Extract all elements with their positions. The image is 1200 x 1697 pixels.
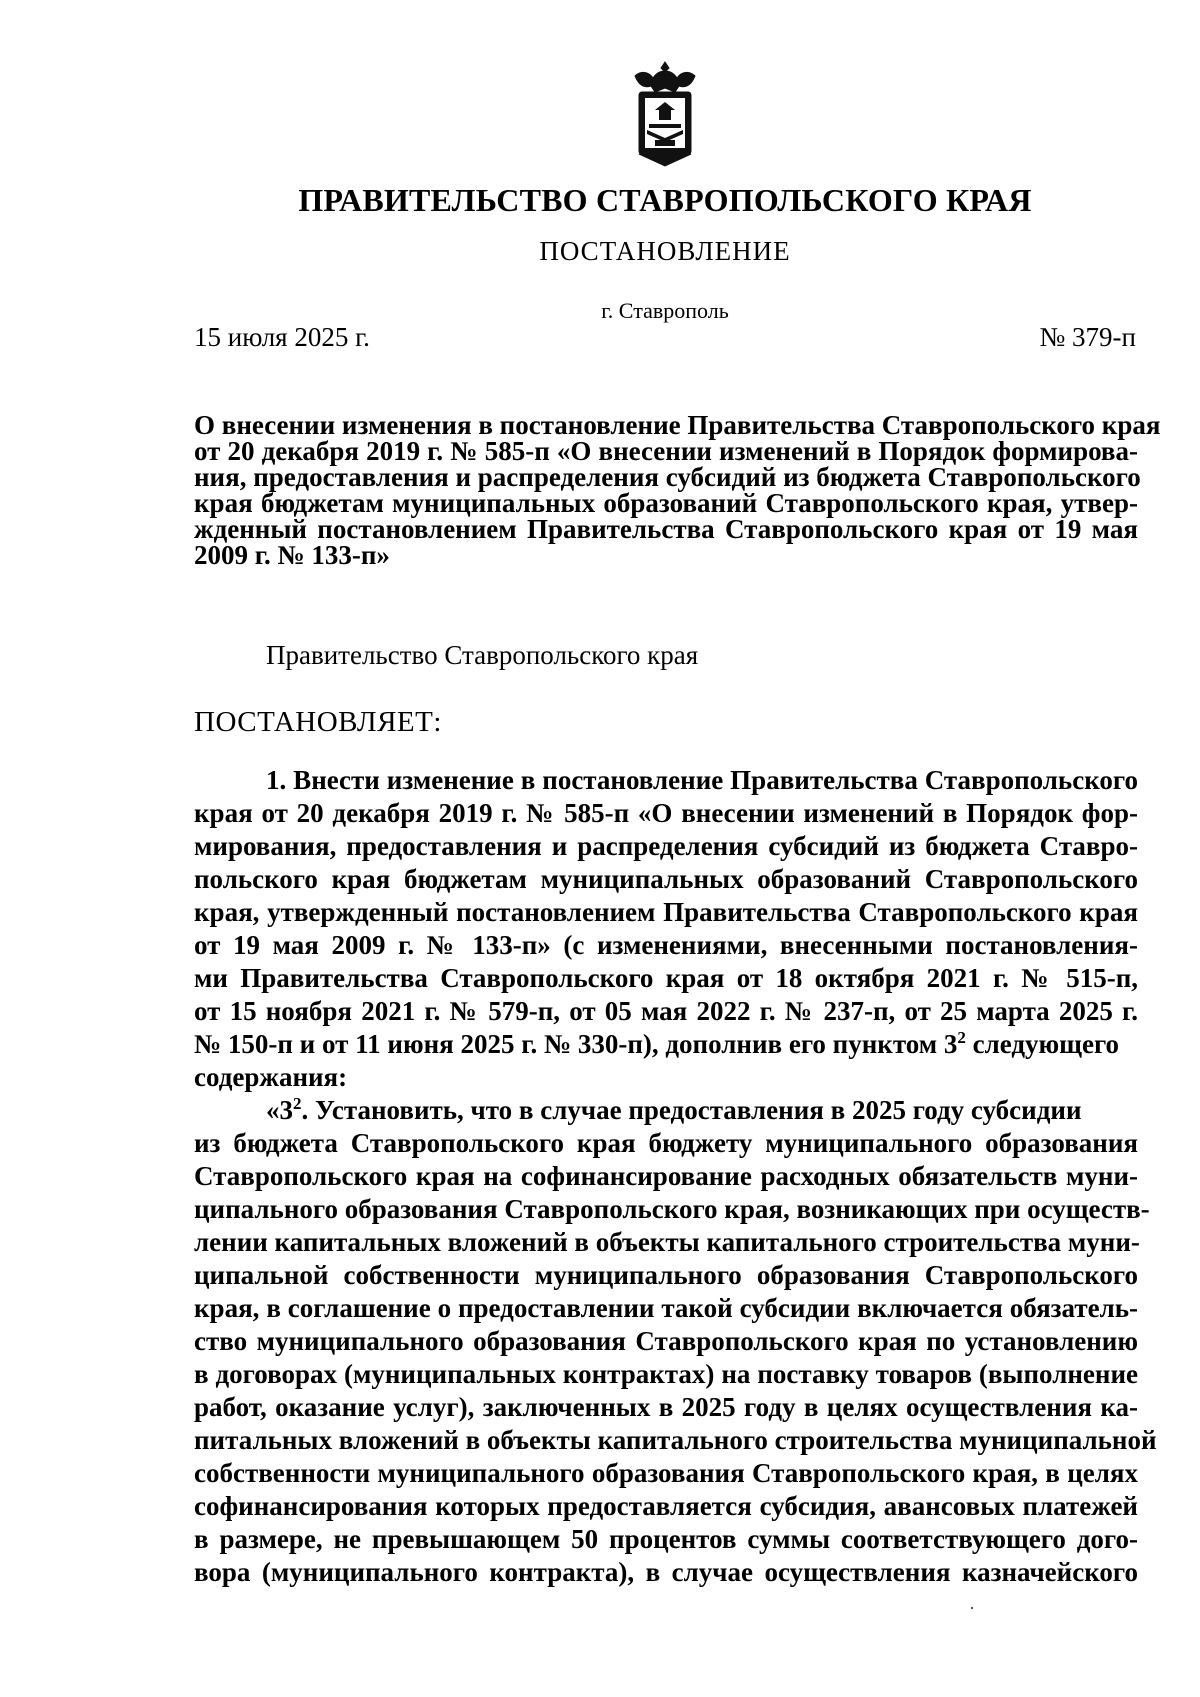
document-subject	[194, 410, 1161, 570]
scan-speck	[971, 1607, 973, 1609]
subject-line: жденный постановлением Правительства Ставропольского края от 19 мая	[194, 514, 1138, 544]
subject-line: О внесении изменения в постановление Правительства Ставропольского края	[194, 410, 1161, 440]
superscript: 2	[293, 1094, 302, 1113]
paragraph-line: края, утвержденный постановлением Правительства Ставропольского края	[194, 897, 1138, 927]
document-date: 15 июля 2025 г.	[194, 322, 370, 352]
paragraph-line: работ, оказание услуг), заключенных в 2025 году в целях осуществления ка-	[194, 1392, 1138, 1422]
paragraph-line: содержания:	[194, 1062, 348, 1092]
paragraph-line: ципальной собственности муниципального образования Ставропольского	[194, 1260, 1138, 1290]
document-number: № 379-п	[1039, 322, 1136, 352]
paragraph-line-text: следующего	[965, 1029, 1120, 1059]
paragraph-line-with-superscript	[194, 1094, 1138, 1127]
decrees-heading: ПОСТАНОВЛЯЕТ:	[194, 706, 442, 738]
paragraph-line-with-superscript	[194, 1028, 1138, 1061]
subject-line: 2009 г. № 133-п»	[194, 540, 390, 570]
document-type: ПОСТАНОВЛЕНИЕ	[539, 236, 791, 266]
paragraph-line: лении капитальных вложений в объекты капитального строительства муни-	[194, 1227, 1140, 1257]
preamble: Правительство Ставропольского края	[266, 640, 699, 670]
paragraph-line: 1. Внести изменение в постановление Правительства Ставропольского	[266, 765, 1138, 795]
subject-line: края бюджетам муниципальных образований Ставропольского края, утвер-	[194, 488, 1138, 518]
paragraph-line: вора (муниципального контракта), в случае осуществления казначейского	[194, 1557, 1138, 1587]
paragraph-line: края, в соглашение о предоставлении такой субсидии включается обязатель-	[194, 1293, 1138, 1323]
city: г. Ставрополь	[601, 298, 729, 323]
coat-of-arms-emblem	[625, 58, 705, 168]
paragraph-line: от 15 ноября 2021 г. № 579-п, от 05 мая 2022 г. № 237-п, от 25 марта 2025 г.	[194, 996, 1138, 1026]
paragraph-line: ми Правительства Ставропольского края от 18 октября 2021 г. № 515-п,	[194, 963, 1138, 993]
paragraph-line: в размере, не превышающем 50 процентов суммы соответствующего дого-	[194, 1524, 1138, 1554]
paragraph-line: в договорах (муниципальных контрактах) на поставку товаров (выполнение	[194, 1359, 1138, 1389]
subject-line: ния, предоставления и распределения субсидий из бюджета Ставропольского	[194, 462, 1141, 492]
paragraph-line: собственности муниципального образования Ставропольского края, в целях	[194, 1458, 1138, 1488]
paragraph-line: мирования, предоставления и распределения субсидий из бюджета Ставро-	[194, 831, 1138, 861]
paragraph-line: края от 20 декабря 2019 г. № 585-п «О внесении изменений в Порядок фор-	[194, 798, 1138, 828]
paragraph-line: софинансирования которых предоставляется субсидия, авансовых платежей	[194, 1491, 1138, 1521]
government-title: ПРАВИТЕЛЬСТВО СТАВРОПОЛЬСКОГО КРАЯ	[298, 182, 1032, 218]
paragraph-line: от 19 мая 2009 г. № 133-п» (с изменениями, внесенными постановления-	[194, 930, 1138, 960]
body-text	[194, 764, 1157, 1589]
superscript: 2	[957, 1028, 966, 1047]
paragraph-line: Ставропольского края на софинансирование расходных обязательств муни-	[194, 1161, 1138, 1191]
paragraph-line: из бюджета Ставропольского края бюджету муниципального образования	[194, 1128, 1138, 1158]
paragraph-line-text: № 150-п и от 11 июня 2025 г. № 330-п), дополнив его пунктом 3	[194, 1029, 958, 1059]
paragraph-line: питальных вложений в объекты капитального строительства муниципальной	[194, 1425, 1157, 1455]
paragraph-line-text: «3	[266, 1095, 293, 1125]
subject-line: от 20 декабря 2019 г. № 585-п «О внесении изменений в Порядок формирова-	[194, 436, 1138, 466]
paragraph-line: ципального образования Ставропольского края, возникающих при осуществ-	[194, 1194, 1150, 1224]
paragraph-line: ство муниципального образования Ставропольского края по установлению	[194, 1326, 1138, 1356]
paragraph-line: польского края бюджетам муниципальных образований Ставропольского	[194, 864, 1138, 894]
paragraph-line-text: . Установить, что в случае предоставления в 2025 году субсидии	[301, 1095, 1082, 1125]
